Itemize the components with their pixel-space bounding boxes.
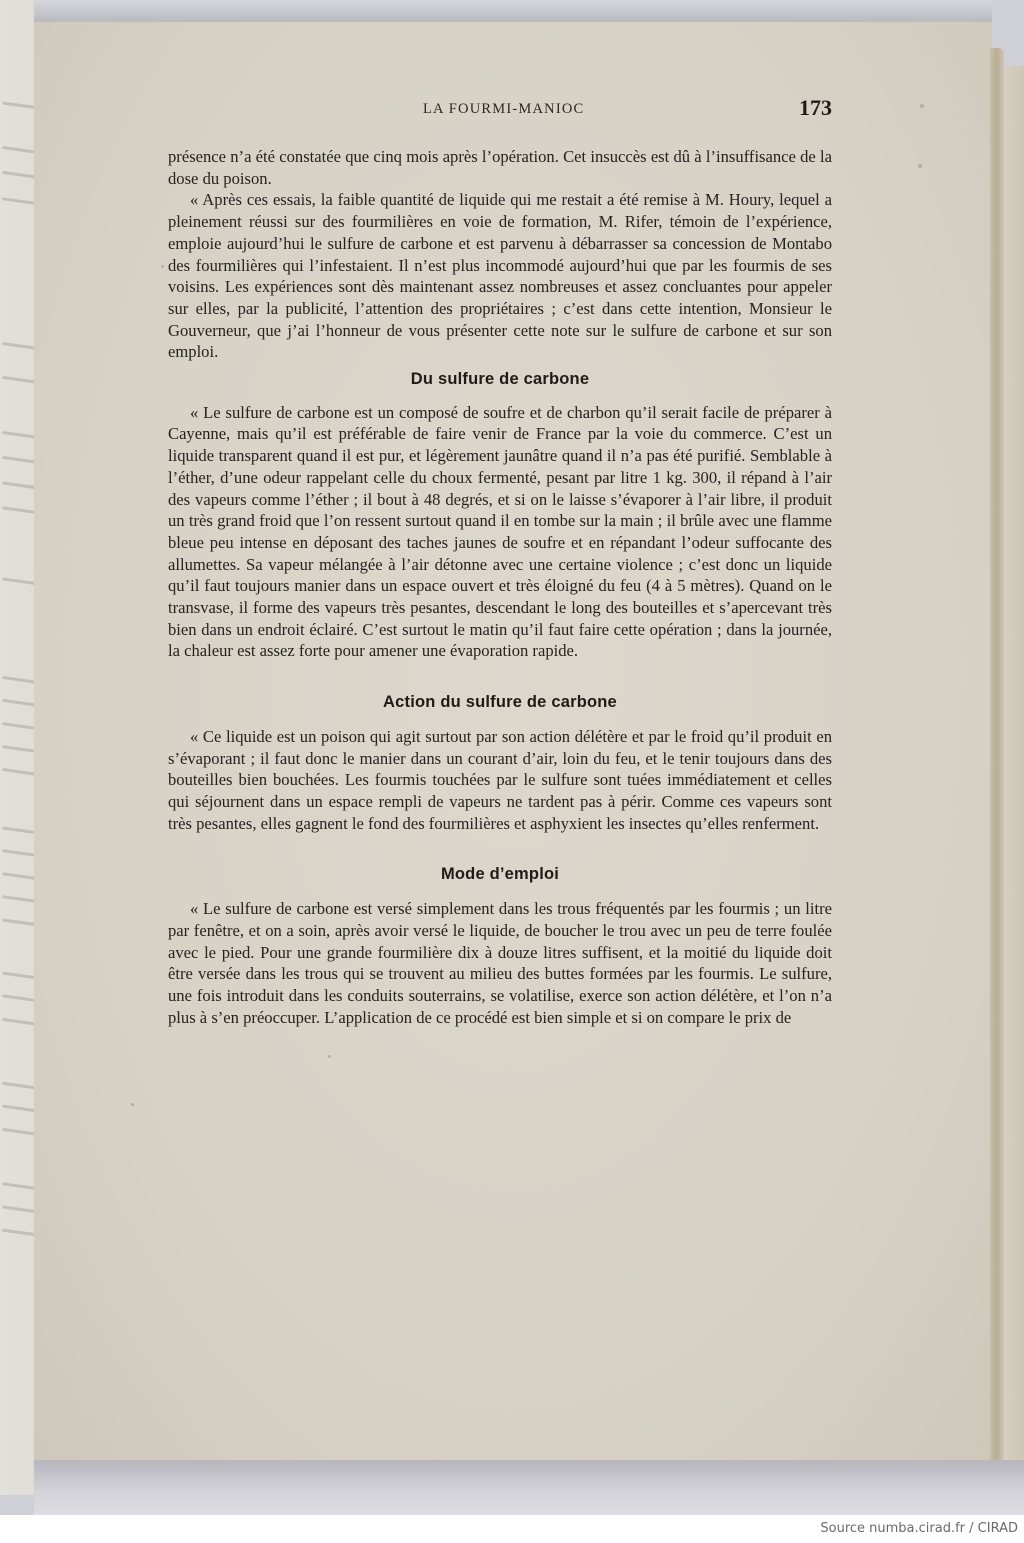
page-edge-right bbox=[990, 48, 1004, 1488]
paragraph-mode-emploi: « Le sulfure de carbone est versé simplement dans les trous fréquentés par les fourmis ; un litre par fenêtre, et on a soin, après avoir versé le liquide, de boucher le trou avec un peu de terre foulée avec le pied. Pour une grande fourmilière dix à douze litres suffisent, et la moitié du liquide doit être versée dans les trous qui se trouvent au milieu des buttes formées par les fourmis. Le sulfure, une fois introduit dans les conduits souterrains, se volatilise, exerce son action délétère, et l’on n’a plus à s’en préoccuper. L’application de ce procédé est bien simple et si on compare le prix de bbox=[168, 899, 832, 1027]
bottom-shadow bbox=[34, 1460, 1024, 1515]
section-heading-sulfure: Du sulfure de carbone bbox=[410, 370, 590, 389]
paragraph-sulfure: « Le sulfure de carbone est un composé de soufre et de charbon qu’il serait facile de préparer à Cayenne, mais qu’il est préférable de faire venir de France par la voie du commerce. C’est un liquide transparent quand il est pur, et légèrement jaunâtre quand il n’a pas été purifié. Semblable à l’éther, d’une odeur rappelant celle du choux fermenté, pesant par litre 1 kg. 300, il répand à l’air des vapeurs comme l’éther ; il bout à 48 degrés, et si on le laisse s’évaporer à l’air libre, il produit un très grand froid que l’on ressent surtout quand il en tombe sur la main ; il brûle avec une flamme bleue peu intense en déposant des taches jaunes de soufre et en répandant l’odeur suffocante des allumettes. Sa vapeur mélangée à l’air détonne avec une certaine violence ; c’est donc un liquide qu’il faut toujours manier dans un espace ouvert et très éloigné du feu (4 à 5 mètres). Quand on le transvase, il forme des vapeurs très pesantes, descendant le long des bouteilles et s’apercevant très bien dans un endroit éclairé. C’est surtout le matin qu’il faut faire cette opération ; dans la journée, la chaleur est assez forte pour amener une évaporation rapide. bbox=[168, 402, 832, 661]
running-title: LA FOURMI-MANIOC bbox=[423, 101, 585, 117]
section-heading-action: Action du sulfure de carbone bbox=[383, 693, 617, 712]
page-number: 173 bbox=[799, 95, 832, 120]
paragraph-continuation: présence n’a été constatée que cinq mois après l’opération. Cet insuccès est dû à l’insuffisance de la dose du poison. bbox=[168, 147, 832, 188]
section-heading-mode-emploi: Mode d’emploi bbox=[440, 865, 560, 884]
top-shadow bbox=[34, 0, 992, 22]
paragraph-action: « Ce liquide est un poison qui agit surtout par son action délétère et par le froid qu’il produit en s’évaporant ; il faut donc le manier dans un courant d’air, loin du feu, et le tenir toujours dans des bouteilles bien bouchées. Les fourmis touchées par le sulfure sont tuées immédiatement et celles qui séjournent dans un espace rempli de vapeurs ne tardent pas à périr. Comme ces vapeurs sont très pesantes, elles gagnent le fond des fourmilières et asphyxient les insectes qu’elles renferment. bbox=[168, 726, 832, 833]
page-stack-right bbox=[1004, 66, 1024, 1466]
page-header bbox=[168, 95, 832, 125]
page-body bbox=[168, 146, 832, 1028]
source-credit: Source numba.cirad.fr / CIRAD bbox=[820, 1521, 1018, 1536]
paragraph-essais: « Après ces essais, la faible quantité de liquide qui me restait a été remise à M. Houry, lequel a pleinement réussi sur des fourmilières en voie de formation, M. Rifer, témoin de l’expérience, emploie aujourd’hui le sulfure de carbone et est parvenu à débarrasser sa concession de Montabo des fourmilières qui l’infestaient. Il n’est plus incommodé aujourd’hui que par les fourmis de ses voisins. Les expériences sont dès maintenant assez nombreuses et assez concluantes pour appeler sur elles, par la publicité, l’attention des propriétaires ; c’est dans cette intention, Monsieur le Gouverneur, que j’ai l’honneur de vous présenter cette note sur le sulfure de carbone et sur son emploi. bbox=[168, 190, 832, 362]
